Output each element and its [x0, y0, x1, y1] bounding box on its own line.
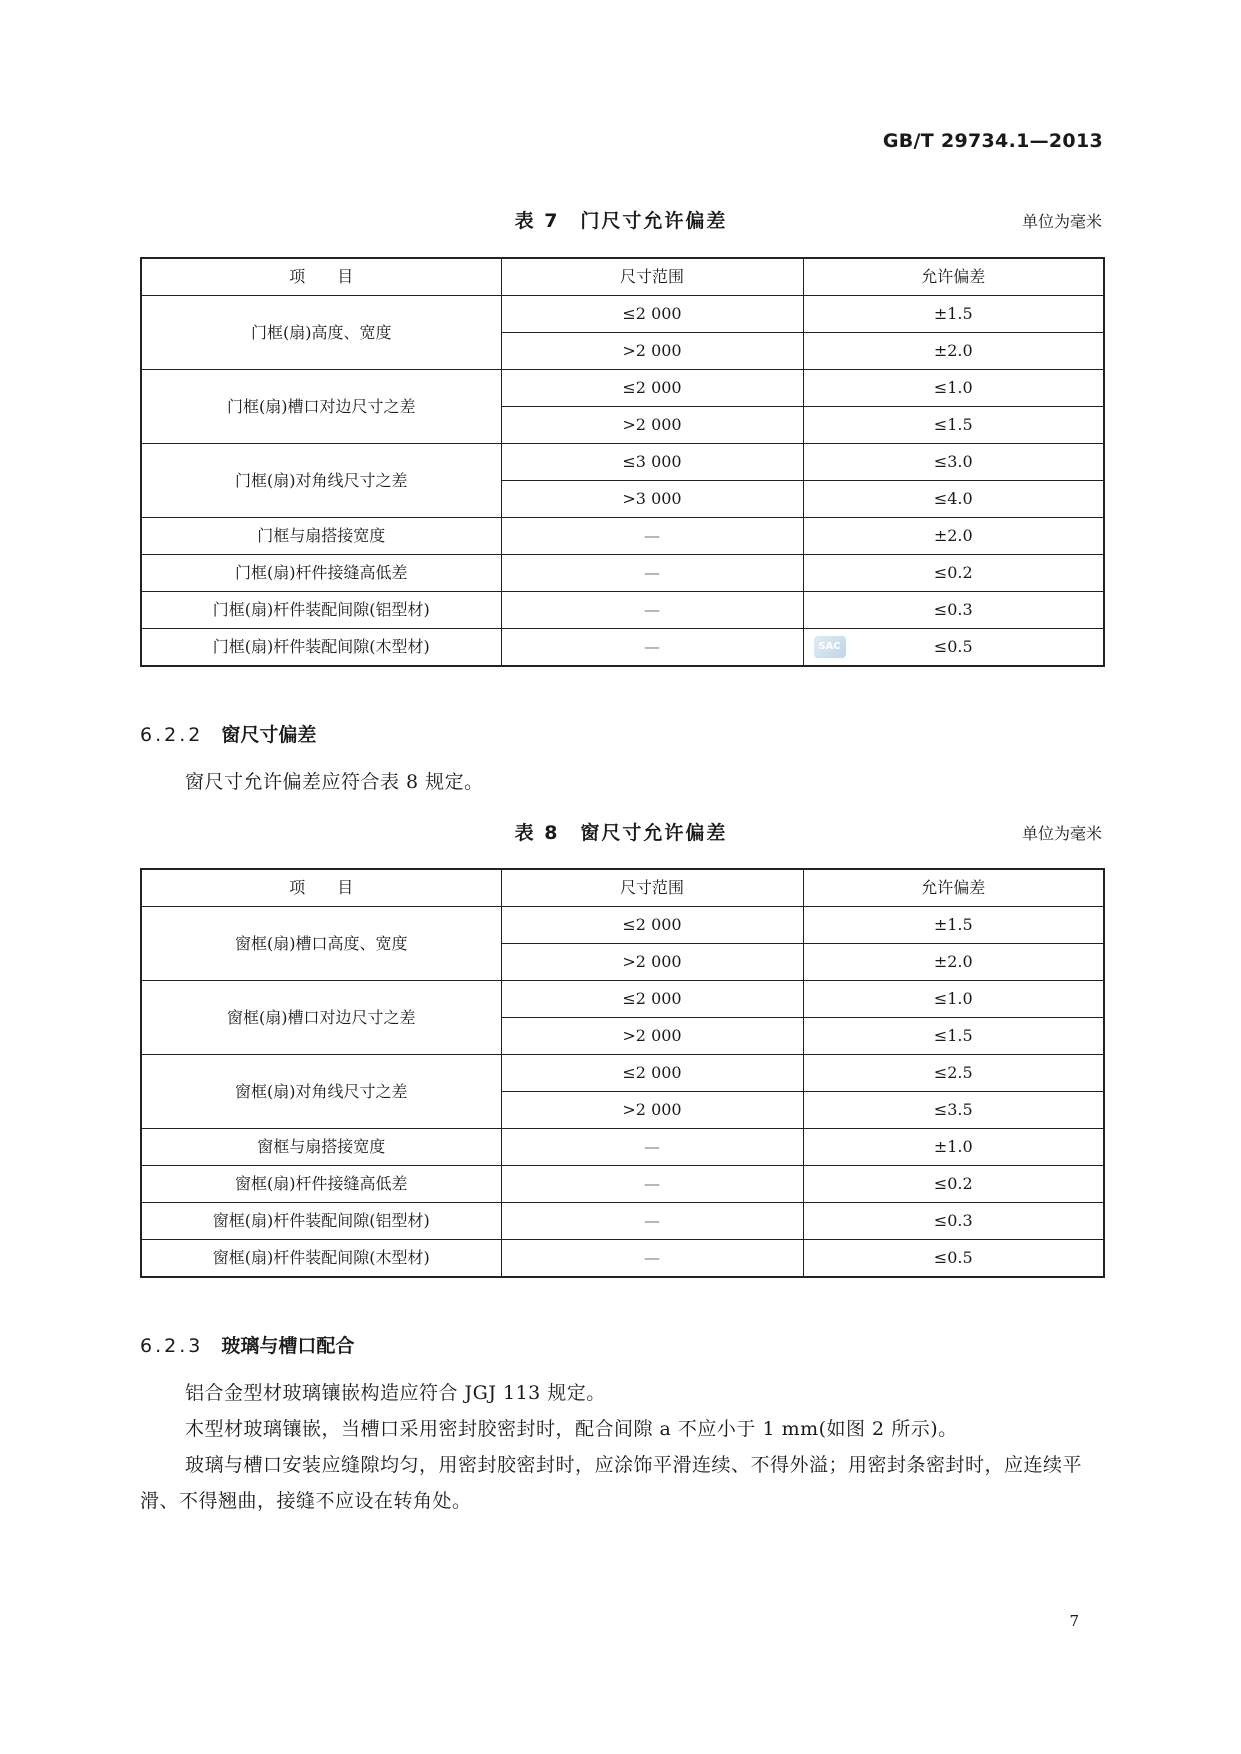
range-cell: ≤2 000 [501, 296, 803, 333]
tolerance-cell: ±1.5 [803, 907, 1104, 944]
range-cell: ≤2 000 [501, 370, 803, 407]
range-cell: >2 000 [501, 333, 803, 370]
section-number: 6.2.2 [140, 724, 204, 746]
tolerance-cell: ≤0.2 [803, 555, 1104, 592]
table8-title: 表 8 窗尺寸允许偏差 [514, 822, 728, 844]
tolerance-cell: ±1.0 [803, 1129, 1104, 1166]
table-row [141, 592, 1104, 629]
tolerance-cell: ±2.0 [803, 518, 1104, 555]
table-row [141, 370, 1104, 407]
item-cell: 窗框(扇)槽口高度、宽度 [141, 907, 501, 981]
item-cell: 窗框(扇)杆件装配间隙(木型材) [141, 1240, 501, 1278]
table-row [141, 518, 1104, 555]
sac-watermark: SAC [814, 636, 846, 658]
range-cell: — [501, 629, 803, 667]
table8-caption [140, 818, 1102, 848]
range-cell: — [501, 555, 803, 592]
table-row [141, 629, 1104, 667]
range-cell: — [501, 1240, 803, 1278]
header-item: 项 目 [141, 869, 501, 907]
header-tolerance: 允许偏差 [803, 258, 1104, 296]
section-title: 玻璃与槽口配合 [221, 1335, 355, 1357]
header-range: 尺寸范围 [501, 258, 803, 296]
tolerance-cell: ≤0.3 [803, 1203, 1104, 1240]
range-cell: — [501, 518, 803, 555]
header-range: 尺寸范围 [501, 869, 803, 907]
table-row [141, 1055, 1104, 1092]
table-header-row [141, 258, 1104, 296]
tolerance-cell: ≤1.5 [803, 407, 1104, 444]
range-cell: — [501, 1129, 803, 1166]
table7-title: 表 7 门尺寸允许偏差 [514, 210, 728, 232]
section-6-2-3-heading [140, 1331, 354, 1358]
table7 [140, 257, 1105, 667]
section-title: 窗尺寸偏差 [221, 724, 317, 746]
table-row [141, 296, 1104, 333]
range-cell: ≤2 000 [501, 1055, 803, 1092]
item-cell: 门框(扇)杆件装配间隙(铝型材) [141, 592, 501, 629]
tolerance-cell: ≤0.5 [803, 1240, 1104, 1278]
range-cell: — [501, 1166, 803, 1203]
header-item: 项 目 [141, 258, 501, 296]
tolerance-cell: ≤3.5 [803, 1092, 1104, 1129]
range-cell: >2 000 [501, 1018, 803, 1055]
tolerance-cell: ≤1.0 [803, 981, 1104, 1018]
table-row [141, 555, 1104, 592]
range-cell: ≤3 000 [501, 444, 803, 481]
tolerance-cell: ≤4.0 [803, 481, 1104, 518]
header-tolerance: 允许偏差 [803, 869, 1104, 907]
section-6-2-2-text: 窗尺寸允许偏差应符合表 8 规定。 [185, 771, 484, 793]
tolerance-cell: ≤0.2 [803, 1166, 1104, 1203]
table7-unit: 单位为毫米 [1021, 212, 1102, 231]
range-cell: ≤2 000 [501, 981, 803, 1018]
section-6-2-3-paragraph: 玻璃与槽口安装应缝隙均匀，用密封胶密封时，应涂饰平滑连续、不得外溢；用密封条密封时，应连续平滑、不得翘曲，接缝不应设在转角处。 [140, 1454, 1083, 1512]
tolerance-cell [803, 629, 1104, 667]
table8-unit: 单位为毫米 [1021, 824, 1102, 843]
item-cell: 门框与扇搭接宽度 [141, 518, 501, 555]
table-row [141, 1129, 1104, 1166]
page-number: 7 [1069, 1612, 1079, 1630]
tolerance-cell: ±2.0 [803, 944, 1104, 981]
item-cell: 窗框(扇)槽口对边尺寸之差 [141, 981, 501, 1055]
table-row [141, 1203, 1104, 1240]
section-6-2-3-paragraph: 木型材玻璃镶嵌，当槽口采用密封胶密封时，配合间隙 a 不应小于 1 mm(如图 2 所示)。 [185, 1418, 958, 1440]
tolerance-value: ≤0.5 [933, 637, 973, 656]
item-cell: 窗框(扇)对角线尺寸之差 [141, 1055, 501, 1129]
tolerance-cell: ±1.5 [803, 296, 1104, 333]
table-row [141, 907, 1104, 944]
item-cell: 门框(扇)高度、宽度 [141, 296, 501, 370]
item-cell: 窗框(扇)杆件装配间隙(铝型材) [141, 1203, 501, 1240]
range-cell: — [501, 592, 803, 629]
table-row [141, 1240, 1104, 1278]
item-cell: 门框(扇)杆件装配间隙(木型材) [141, 629, 501, 667]
item-cell: 窗框与扇搭接宽度 [141, 1129, 501, 1166]
section-6-2-3-paragraph: 铝合金型材玻璃镶嵌构造应符合 JGJ 113 规定。 [185, 1382, 606, 1404]
item-cell: 门框(扇)杆件接缝高低差 [141, 555, 501, 592]
item-cell: 门框(扇)槽口对边尺寸之差 [141, 370, 501, 444]
range-cell: >2 000 [501, 1092, 803, 1129]
range-cell: >2 000 [501, 407, 803, 444]
range-cell: ≤2 000 [501, 907, 803, 944]
table-row [141, 1166, 1104, 1203]
tolerance-cell: ±2.0 [803, 333, 1104, 370]
tolerance-cell: ≤3.0 [803, 444, 1104, 481]
range-cell: >3 000 [501, 481, 803, 518]
table-row [141, 981, 1104, 1018]
section-number: 6.2.3 [140, 1335, 204, 1357]
tolerance-cell: ≤1.5 [803, 1018, 1104, 1055]
range-cell: >2 000 [501, 944, 803, 981]
table8 [140, 868, 1105, 1278]
item-cell: 窗框(扇)杆件接缝高低差 [141, 1166, 501, 1203]
table-row [141, 444, 1104, 481]
range-cell: — [501, 1203, 803, 1240]
tolerance-cell: ≤2.5 [803, 1055, 1104, 1092]
table-header-row [141, 869, 1104, 907]
tolerance-cell: ≤0.3 [803, 592, 1104, 629]
standard-code: GB/T 29734.1—2013 [882, 130, 1103, 152]
table7-caption [140, 206, 1102, 236]
section-6-2-2-heading [140, 720, 316, 747]
item-cell: 门框(扇)对角线尺寸之差 [141, 444, 501, 518]
tolerance-cell: ≤1.0 [803, 370, 1104, 407]
